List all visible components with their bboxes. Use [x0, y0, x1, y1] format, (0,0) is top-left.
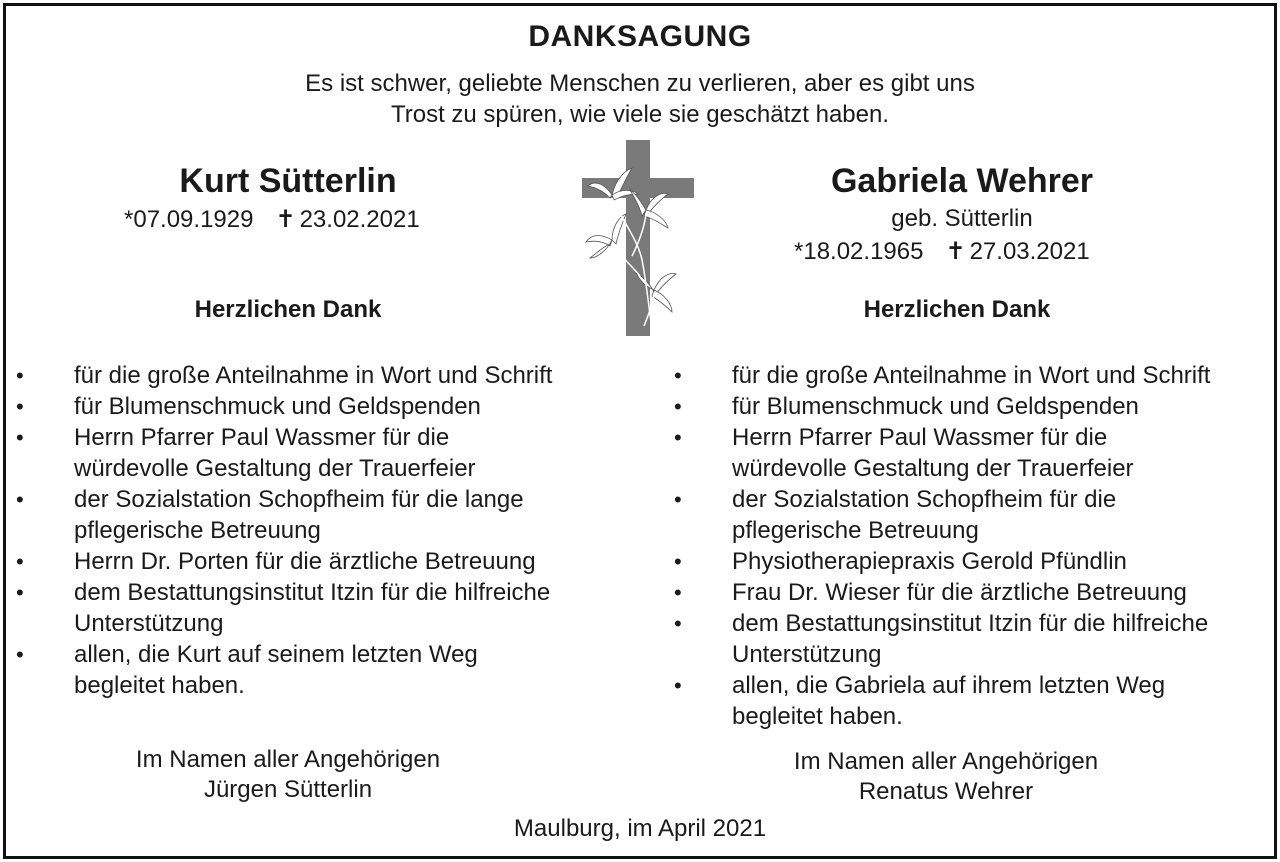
intro-line-2: Trost zu spüren, wie viele sie geschätzt haben.: [390, 101, 890, 128]
right-thanks-item-text: allen, die Gabriela auf ihrem letzten Weg begleitet haben.: [732, 672, 1166, 730]
right-born-date: *18.02.1965: [794, 238, 924, 265]
bullet-icon: •: [16, 642, 24, 667]
death-cross-icon: ✝: [945, 238, 966, 265]
right-signature-line-1: Im Namen aller Angehörigen: [793, 748, 1099, 775]
right-thanks-list: [674, 360, 1272, 732]
bullet-icon: •: [16, 580, 24, 605]
right-thanks-item: [674, 391, 1272, 422]
left-thanks-item-text: Herrn Dr. Porten für die ärztliche Betreuung: [74, 548, 536, 575]
left-death-date: 23.02.2021: [299, 206, 420, 233]
bullet-icon: •: [674, 549, 682, 574]
left-thanks-item-text: dem Bestattungsinstitut Itzin für die hilfreiche Unterstützung: [74, 579, 551, 637]
bullet-icon: •: [674, 611, 682, 636]
right-thanks-item: [674, 484, 1272, 546]
right-thanks-item: [674, 546, 1272, 577]
left-thanks-item: [16, 360, 634, 391]
bullet-icon: •: [16, 549, 24, 574]
right-thanks-heading: Herzlichen Dank: [863, 296, 1051, 323]
right-thanks-item-text: Herrn Pfarrer Paul Wassmer für die würdevolle Gestaltung der Trauerfeier: [732, 424, 1134, 482]
right-thanks-item-text: für die große Anteilnahme in Wort und Schrift: [732, 362, 1211, 389]
right-dates: [794, 237, 1090, 266]
right-thanks-item: [674, 577, 1272, 608]
right-thanks-item: [674, 422, 1272, 484]
bullet-icon: •: [674, 487, 682, 512]
left-thanks-item-text: für die große Anteilnahme in Wort und Schrift: [74, 362, 553, 389]
right-thanks-item-text: der Sozialstation Schopfheim für die pflegerische Betreuung: [732, 486, 1117, 544]
notice-heading: DANKSAGUNG: [528, 20, 752, 53]
left-dates: [124, 205, 420, 234]
right-thanks-item: [674, 360, 1272, 391]
left-thanks-item: [16, 484, 634, 546]
bullet-icon: •: [674, 673, 682, 698]
left-signature-line-1: Im Namen aller Angehörigen: [135, 746, 441, 773]
bullet-icon: •: [674, 425, 682, 450]
place-and-date: Maulburg, im April 2021: [513, 815, 767, 842]
left-thanks-item: [16, 639, 634, 701]
right-death-date: 27.03.2021: [969, 238, 1090, 265]
left-thanks-item-text: für Blumenschmuck und Geldspenden: [74, 393, 481, 420]
left-thanks-item: [16, 546, 634, 577]
left-thanks-item-text: Herrn Pfarrer Paul Wassmer für die würdevolle Gestaltung der Trauerfeier: [74, 424, 476, 482]
left-thanks-item-text: allen, die Kurt auf seinem letzten Weg begleitet haben.: [74, 641, 478, 699]
right-thanks-item-text: für Blumenschmuck und Geldspenden: [732, 393, 1139, 420]
bullet-icon: •: [16, 394, 24, 419]
death-cross-icon: ✝: [275, 206, 296, 233]
bullet-icon: •: [674, 363, 682, 388]
right-thanks-item-text: Physiotherapiepraxis Gerold Pfündlin: [732, 548, 1127, 575]
left-signature-line-2: Jürgen Sütterlin: [203, 776, 373, 803]
left-thanks-item-text: der Sozialstation Schopfheim für die lange pflegerische Betreuung: [74, 486, 524, 544]
right-thanks-item-text: Frau Dr. Wieser für die ärztliche Betreuung: [732, 579, 1187, 606]
bullet-icon: •: [16, 487, 24, 512]
left-deceased-name: Kurt Sütterlin: [179, 162, 397, 200]
right-deceased-name: Gabriela Wehrer: [830, 162, 1094, 200]
left-thanks-list: [16, 360, 634, 701]
right-thanks-item: [674, 670, 1272, 732]
bullet-icon: •: [674, 394, 682, 419]
cross-with-lilies-icon: [582, 140, 694, 336]
right-maiden-name: geb. Sütterlin: [891, 205, 1033, 232]
bullet-icon: •: [16, 363, 24, 388]
bullet-icon: •: [16, 425, 24, 450]
intro-line-1: Es ist schwer, geliebte Menschen zu verlieren, aber es gibt uns: [305, 70, 975, 97]
right-signature-line-2: Renatus Wehrer: [858, 778, 1034, 805]
right-signature: [746, 747, 1146, 807]
left-signature: [88, 745, 488, 805]
left-thanks-item: [16, 422, 634, 484]
left-thanks-heading: Herzlichen Dank: [194, 296, 382, 323]
left-thanks-item: [16, 391, 634, 422]
bullet-icon: •: [674, 580, 682, 605]
right-thanks-item-text: dem Bestattungsinstitut Itzin für die hilfreiche Unterstützung: [732, 610, 1209, 668]
left-thanks-item: [16, 577, 634, 639]
left-born-date: *07.09.1929: [124, 206, 254, 233]
right-thanks-item: [674, 608, 1272, 670]
